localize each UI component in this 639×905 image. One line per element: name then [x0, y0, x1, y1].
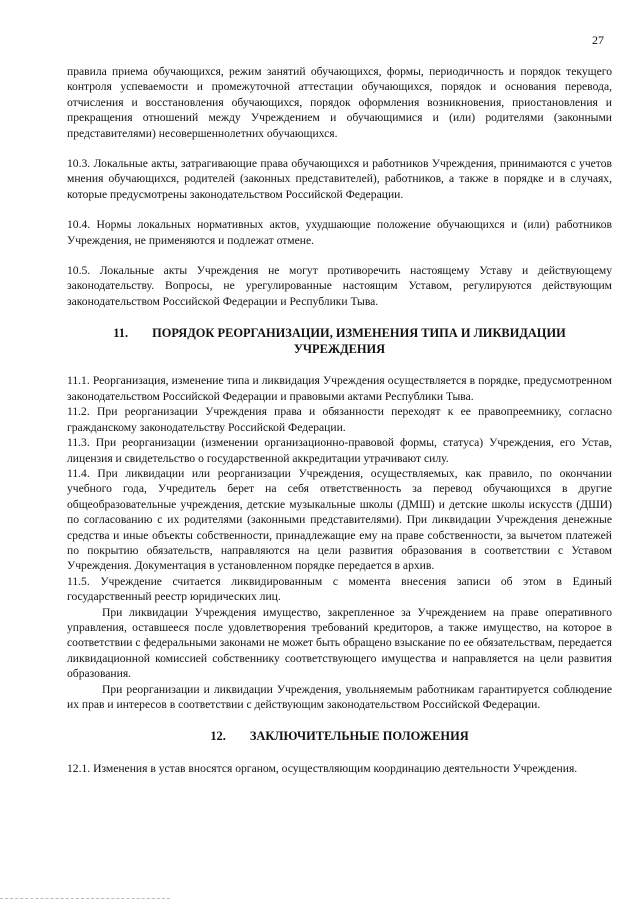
section-12-heading [67, 729, 612, 745]
paragraph-12-1: 12.1. Изменения в устав вносятся органом, осуществляющим координацию деятельности Учреждения. [67, 762, 578, 775]
page-number: 27 [592, 33, 604, 47]
section-11-heading [67, 326, 612, 357]
paragraph-11-4: 11.4. При ликвидации или реорганизации Учреждения, осуществляемых, как правило, по окончании учебного года, Учредитель берет на себя ответственность за перевод обучающихся в другие общеобразовательные учреждения, детские музыкальные школы (ДМШ) и детские школы искусств (ДШИ) по согласованию с их родителями (законными представителями). При ликвидации Учреждения денежные средства и иные объекты собственности, принадлежащие ему на праве собственности, за вычетом платежей по покрытию обязательств, направляются на цели развития образования в соответствии с Уставом Учреждения. Документация в установленном порядке передается в архив. [67, 466, 612, 573]
section-11-title: ПОРЯДОК РЕОРГАНИЗАЦИИ, ИЗМЕНЕНИЯ ТИПА И ЛИКВИДАЦИИ УЧРЕЖДЕНИЯ [152, 326, 566, 356]
section-11-number: 11. [113, 326, 129, 341]
section-12-title: ЗАКЛЮЧИТЕЛЬНЫЕ ПОЛОЖЕНИЯ [249, 729, 469, 744]
paragraph-10-4: 10.4. Нормы локальных нормативных актов, ухудшающие положение обучающихся и (или) работников Учреждения, не применяются и подлежат отмене. [67, 218, 612, 247]
document-body [67, 64, 612, 776]
paragraph-10-2-continuation: правила приема обучающихся, режим занятий обучающихся, формы, периодичность и порядок текущего контроля успеваемости и промежуточной аттестации обучающихся, порядок и основания перевода, отчисления и восстановления обучающихся, порядок оформления возникновения, приостановления и прекращения отношений между Учреждением и обучающимися и (или) родителями (законными представителями) несовершеннолетних обучающихся. [67, 65, 612, 140]
paragraph-11-3: 11.3. При реорганизации (изменении организационно-правовой формы, статуса) Учреждения, его Устав, лицензия и свидетельство о государственной аккредитации утрачивают силу. [67, 436, 612, 465]
section-12-number: 12. [210, 729, 226, 744]
scan-artifact-line [0, 896, 170, 899]
paragraph-employee-guarantees: При реорганизации и ликвидации Учреждения, увольняемым работникам гарантируется соблюдение их прав и интересов в соответствии с действующим законодательством Российской Федерации. [67, 682, 612, 711]
paragraph-11-5: 11.5. Учреждение считается ликвидированным с момента внесения записи об этом в Единый государственный реестр юридических лиц. [67, 574, 612, 604]
paragraph-liquidation-property: При ликвидации Учреждения имущество, закрепленное за Учреждением на праве оперативного управления, оставшееся после удовлетворения требований кредиторов, а также имущество, на которое в соответствии с федеральными законами не может быть обращено взыскание по ее обязательствам, передается ликвидационной комиссией собственнику соответствующего имущества и направляется на цели развития образования. [67, 605, 612, 681]
paragraph-10-5: 10.5. Локальные акты Учреждения не могут противоречить настоящему Уставу и действующему законодательству. Вопросы, не урегулированные настоящим Уставом, регулируются действующим законодательством Российской Федерации и Республики Тыва. [67, 264, 612, 308]
paragraph-11-1: 11.1. Реорганизация, изменение типа и ликвидация Учреждения осуществляется в порядке, предусмотренном законодательством Российской Федерации и правовыми актами Республики Тыва. [67, 374, 612, 403]
paragraph-11-2: 11.2. При реорганизации Учреждения права и обязанности переходят к ее правопреемнику, согласно гражданскому законодательству Российской Федерации. [67, 405, 612, 434]
paragraph-10-3: 10.3. Локальные акты, затрагивающие права обучающихся и работников Учреждения, принимаются с учетов мнения обучающихся, родителей (законных представителей), работников, а также в порядке и в случаях, которые предусмотрены законодательством Российской Федерации. [67, 157, 612, 201]
